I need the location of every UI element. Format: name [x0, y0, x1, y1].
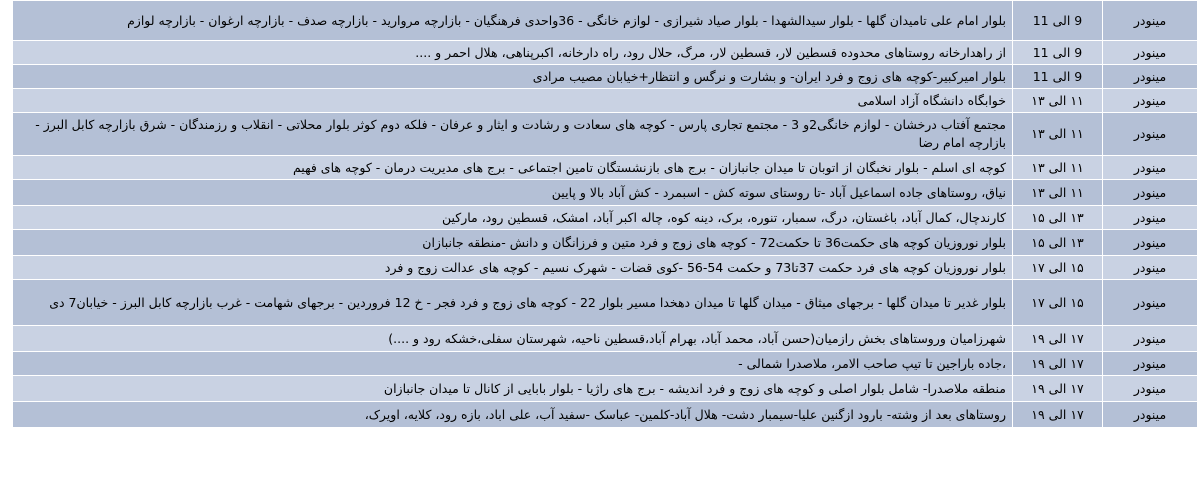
time-cell: ۱۷ الی ۱۹: [1013, 352, 1103, 376]
area-cell: بلوار نوروزیان کوچه های حکمت36 تا حکمت72 - کوچه های زوج و فرد متین و فرزانگان و دانش -منطقه جانبازان: [13, 230, 1013, 256]
area-cell: نیاق، روستاهای جاده اسماعیل آباد -تا روستای سوته کش - اسبمرد - کش آباد بالا و پایین: [13, 180, 1013, 206]
area-cell: از راهدارخانه روستاهای محدوده قسطین لار، قسطین لار، مرگ، حلال رود، راه دارخانه، اکبرپناهی، هلال احمر و ....: [13, 41, 1013, 65]
table-row: [13, 89, 1198, 113]
table-row: [13, 180, 1198, 206]
time-cell: ۱۵ الی ۱۷: [1013, 256, 1103, 280]
area-cell: بلوار امام علی تامیدان گلها - بلوار سیدالشهدا - بلوار صیاد شیرازی - لوازم خانگی - 36واحدی فرهنگیان - بازارچه مروارید - بازارچه صدف - بازارچه ارغوان - بازارچه لوازم: [13, 1, 1013, 41]
time-cell: 9 الی 11: [1013, 65, 1103, 89]
area-cell: بلوار امیرکبیر-کوچه های زوج و فرد ایران- و بشارت و نرگس و انتظار+خیابان مصیب مرادی: [13, 65, 1013, 89]
city-cell: مینودر: [1103, 65, 1198, 89]
area-cell: بلوار نوروزیان کوچه های فرد حکمت 37تا73 و حکمت 54-56 -کوی قضات - شهرک نسیم - کوچه های عدالت زوج و فرد: [13, 256, 1013, 280]
area-cell: کارندچال، کمال آباد، باغستان، درگ، سمبار، تنوره، برک، دینه کوه، چاله اکبر آباد، امشک، قسطین رود، مارکین: [13, 206, 1013, 230]
time-cell: ۱۳ الی ۱۵: [1013, 206, 1103, 230]
table-row: [13, 352, 1198, 376]
time-cell: 9 الی 11: [1013, 41, 1103, 65]
city-cell: مینودر: [1103, 156, 1198, 180]
city-cell: مینودر: [1103, 206, 1198, 230]
table-row: [13, 1, 1198, 41]
table-row: [13, 402, 1198, 428]
power-outage-schedule-table: [12, 0, 1198, 428]
city-cell: مینودر: [1103, 352, 1198, 376]
city-cell: مینودر: [1103, 180, 1198, 206]
area-cell: روستاهای بعد از وشته- بارود ازگنین علیا-سیمبار دشت- هلال آباد-کلمین- عباسک -سفید آب، علی اباد، بازه رود، کلایه، اویرک،: [13, 402, 1013, 428]
city-cell: مینودر: [1103, 280, 1198, 326]
time-cell: ۱۱ الی ۱۳: [1013, 156, 1103, 180]
city-cell: مینودر: [1103, 41, 1198, 65]
table-row: [13, 156, 1198, 180]
table-row: [13, 256, 1198, 280]
table-row: [13, 113, 1198, 156]
table-body: [13, 1, 1198, 428]
area-cell: بلوار غدیر تا میدان گلها - برجهای میثاق - میدان گلها تا میدان دهخدا مسیر بلوار 22 - کوچه های زوج و فرد فجر - خ 12 فروردین - برجهای شهامت - غرب بازارچه کابل البرز - خیابان7 دی: [13, 280, 1013, 326]
time-cell: ۱۳ الی ۱۵: [1013, 230, 1103, 256]
table-row: [13, 376, 1198, 402]
city-cell: مینودر: [1103, 256, 1198, 280]
area-cell: منطقه ملاصدرا- شامل بلوار اصلی و کوچه های زوج و فرد اندیشه - برج های راژیا - بلوار بابایی از کانال تا میدان جانبازان: [13, 376, 1013, 402]
city-cell: مینودر: [1103, 376, 1198, 402]
time-cell: 9 الی 11: [1013, 1, 1103, 41]
time-cell: ۱۱ الی ۱۳: [1013, 89, 1103, 113]
city-cell: مینودر: [1103, 89, 1198, 113]
table-row: [13, 41, 1198, 65]
time-cell: ۱۷ الی ۱۹: [1013, 376, 1103, 402]
time-cell: ۱۷ الی ۱۹: [1013, 326, 1103, 352]
area-cell: ،جاده باراجین تا تیپ صاحب الامر، ملاصدرا شمالی -: [13, 352, 1013, 376]
table-row: [13, 326, 1198, 352]
area-cell: شهرزامیان وروستاهای بخش رازمیان(حسن آباد، محمد آباد، بهرام آباد،قسطین ناحیه، شهرستان سفلی،خشکه رود و ....): [13, 326, 1013, 352]
table-row: [13, 230, 1198, 256]
time-cell: ۱۱ الی ۱۳: [1013, 113, 1103, 156]
city-cell: مینودر: [1103, 1, 1198, 41]
city-cell: مینودر: [1103, 326, 1198, 352]
table-row: [13, 206, 1198, 230]
city-cell: مینودر: [1103, 113, 1198, 156]
city-cell: مینودر: [1103, 402, 1198, 428]
time-cell: ۱۵ الی ۱۷: [1013, 280, 1103, 326]
time-cell: ۱۱ الی ۱۳: [1013, 180, 1103, 206]
city-cell: مینودر: [1103, 230, 1198, 256]
table-row: [13, 65, 1198, 89]
area-cell: مجتمع آفتاب درخشان - لوازم خانگی2و 3 - مجتمع تجاری پارس - کوچه های سعادت و رشادت و ایثار و عرفان - فلکه دوم کوثر بلوار محلاتی - انقلاب و رزمندگان - شرق بازارچه کابل البرز - بازارچه امام رضا: [13, 113, 1013, 156]
time-cell: ۱۷ الی ۱۹: [1013, 402, 1103, 428]
area-cell: کوچه ای اسلم - بلوار نخبگان از اتوبان تا میدان جانبازان - برج های بازنشستگان تامین اجتماعی - برج های مدیریت درمان - کوچه های فهیم: [13, 156, 1013, 180]
table-row: [13, 280, 1198, 326]
area-cell: خوابگاه دانشگاه آزاد اسلامی: [13, 89, 1013, 113]
